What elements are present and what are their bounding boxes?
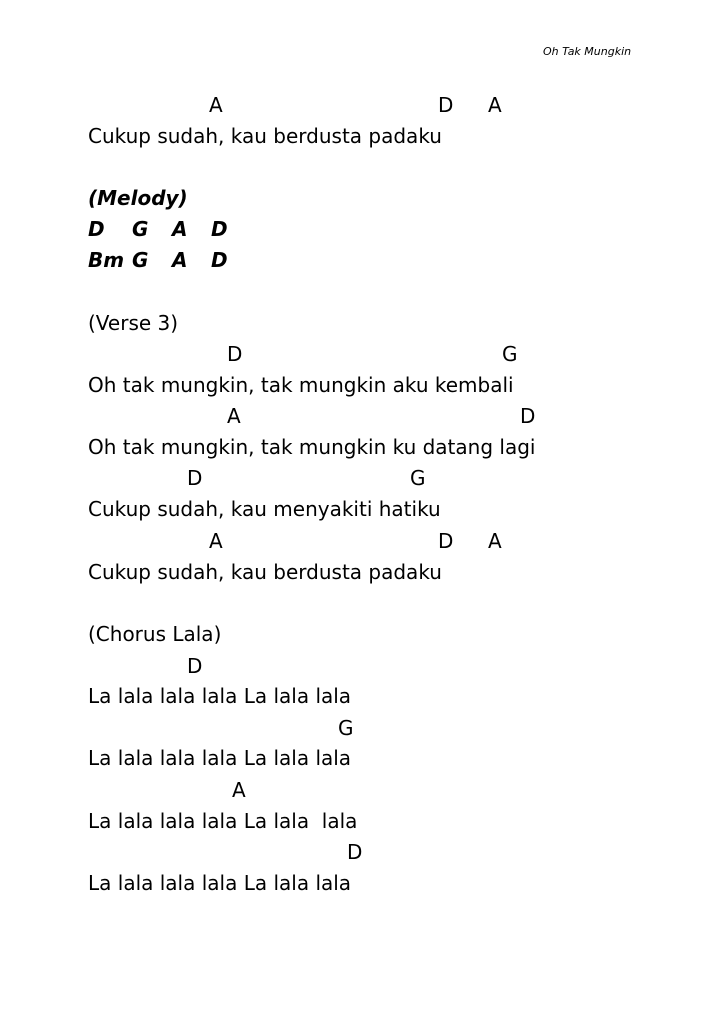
melody-chord: D (211, 248, 228, 272)
chord: A (488, 529, 502, 553)
chord: G (410, 466, 426, 490)
chord: G (338, 716, 354, 740)
chord: G (502, 342, 518, 366)
lyric-line: Oh tak mungkin, tak mungkin aku kembali (88, 373, 514, 397)
melody-chord: A (172, 248, 188, 272)
chord: D (438, 93, 454, 117)
melody-chord: G (132, 217, 149, 241)
chord: A (488, 93, 502, 117)
melody-chord: Bm (88, 248, 125, 272)
lyric-line: La lala lala lala La lala lala (88, 684, 352, 708)
chord: A (209, 529, 223, 553)
section-label-verse-3: (Verse 3) (88, 311, 179, 335)
lyric-line: La lala lala lala La lala lala (88, 809, 358, 833)
melody-chord: D (211, 217, 228, 241)
page-header-title: Oh Tak Mungkin (543, 45, 632, 58)
chord: D (187, 466, 203, 490)
melody-chord: G (132, 248, 149, 272)
chord: A (209, 93, 223, 117)
chord: D (187, 654, 203, 678)
section-label-melody: (Melody) (88, 186, 188, 210)
melody-chord: A (172, 217, 188, 241)
lyric-line: Cukup sudah, kau berdusta padaku (88, 124, 442, 148)
melody-chord: D (88, 217, 105, 241)
chord: D (347, 840, 363, 864)
section-label-chorus: (Chorus Lala) (88, 622, 222, 646)
lyric-line: Cukup sudah, kau berdusta padaku (88, 560, 442, 584)
chord: D (438, 529, 454, 553)
lyric-line: La lala lala lala La lala lala (88, 746, 352, 770)
lyric-line: Cukup sudah, kau menyakiti hatiku (88, 497, 441, 521)
chord: A (227, 404, 241, 428)
chord: D (227, 342, 243, 366)
lyric-line: Oh tak mungkin, tak mungkin ku datang lagi (88, 435, 536, 459)
lyric-line: La lala lala lala La lala lala (88, 871, 352, 895)
chord: A (232, 778, 246, 802)
chord: D (520, 404, 536, 428)
